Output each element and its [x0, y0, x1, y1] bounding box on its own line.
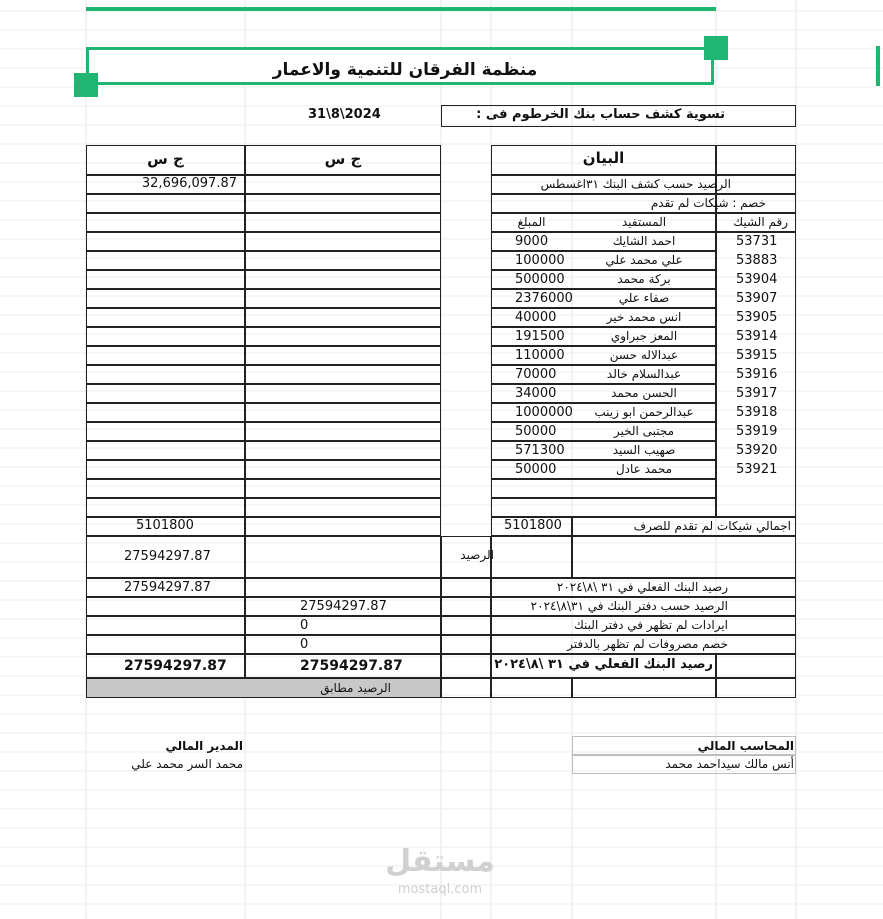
cheque-beneficiary: انس محمد خير [606, 310, 682, 324]
cheque-number: 53917 [736, 386, 778, 401]
empty-cell [491, 678, 572, 698]
cheque-amount: 191500 [515, 329, 565, 344]
cheque-beneficiary: احمد الشايك [612, 234, 676, 248]
col-header-statement: البيان [582, 149, 625, 167]
cheque-amount: 70000 [515, 367, 557, 382]
cheque-beneficiary: عبدالسلام خالد [606, 367, 682, 381]
empty-cell [572, 678, 716, 698]
bank-balance-value: 32,696,097.87 [141, 176, 237, 191]
empty-cell [716, 654, 796, 678]
total-left-value: 5101800 [136, 518, 194, 533]
cheque-amount: 110000 [515, 348, 565, 363]
empty-cell [86, 194, 245, 213]
table-row-left-cell [245, 308, 441, 327]
cheque-number: 53907 [736, 291, 778, 306]
table-row-left-cell [245, 270, 441, 289]
summary-col1-cell [245, 578, 441, 597]
watermark-url: mostaql.com [397, 882, 483, 897]
table-row-left-cell [245, 365, 441, 384]
cheque-number: 53916 [736, 367, 778, 382]
empty-cell [245, 194, 441, 213]
cheque-beneficiary: المعز جبراوي [610, 329, 678, 343]
empty-cell [86, 213, 245, 232]
table-row-left-cell [86, 327, 245, 346]
empty-cell [441, 616, 491, 635]
total-amount: 5101800 [504, 518, 562, 533]
final-label: رصيد البنك الفعلي في ٣١ \٨\٢٠٢٤ [494, 657, 713, 672]
beneficiary-header: المستفيد [621, 215, 667, 229]
summary-label: خصم مصروفات لم تظهر بالدفتر [567, 637, 728, 651]
amount-header: المبلغ [517, 215, 546, 229]
cheque-beneficiary: علي محمد علي [605, 253, 683, 267]
empty-cell [245, 536, 441, 578]
subtitle: تسوية كشف حساب بنك الخرطوم فى : [476, 107, 725, 122]
cheque-number: 53915 [736, 348, 778, 363]
report-date: 31\8\2024 [308, 107, 381, 122]
empty-cell [245, 175, 441, 194]
empty-cell [572, 536, 796, 578]
watermark-logo: مستقل [385, 844, 495, 879]
table-row-left-cell [86, 289, 245, 308]
cheque-amount: 9000 [515, 234, 549, 249]
table-row-left-cell [86, 346, 245, 365]
total-label: اجمالي شيكات لم تقدم للصرف [633, 519, 791, 533]
table-row-left-cell [245, 460, 441, 479]
empty-cell [441, 678, 491, 698]
cheque-beneficiary: عبدالاله حسن [609, 348, 679, 362]
cheque-beneficiary: صهيب السيد [612, 443, 676, 457]
summary-col2-value: 27594297.87 [124, 580, 211, 595]
empty-cell [86, 498, 245, 517]
empty-cell [716, 678, 796, 698]
cheque-number: 53914 [736, 329, 778, 344]
summary-label: ايرادات لم تظهر في دفتر البنك [573, 618, 728, 632]
table-row-left-cell [245, 327, 441, 346]
cheque-beneficiary: محمد عادل [615, 462, 673, 476]
table-row-left-cell [86, 441, 245, 460]
col-header-left-2: ج س [324, 150, 362, 168]
empty-cell [245, 213, 441, 232]
table-row-left-cell [245, 422, 441, 441]
summary-col2-cell [86, 616, 245, 635]
cheque-number: 53731 [736, 234, 778, 249]
cheque-number-header: رقم الشيك [733, 215, 788, 229]
summary-col1-value: 27594297.87 [300, 599, 387, 614]
table-row-left-cell [245, 384, 441, 403]
empty-cell [441, 597, 491, 616]
summary-label: الرصيد حسب دفتر البنك في ٣١\٨\٢٠٢٤ [530, 599, 728, 613]
manager-name: محمد السر محمد علي [131, 757, 243, 771]
cheque-number: 53920 [736, 443, 778, 458]
match-note: الرصيد مطابق [320, 681, 391, 695]
col-header-extra-cell [716, 145, 796, 175]
right-edge-accent [876, 46, 880, 86]
empty-cell [245, 517, 441, 536]
final-col1-value: 27594297.87 [300, 658, 403, 674]
cheque-amount: 50000 [515, 424, 557, 439]
cheque-number-column [716, 232, 796, 517]
table-row-left-cell [86, 308, 245, 327]
table-row-left-cell [86, 232, 245, 251]
cheque-number: 53918 [736, 405, 778, 420]
balance-value: 27594297.87 [124, 549, 211, 564]
summary-col2-cell [86, 635, 245, 654]
final-col2-value: 27594297.87 [124, 658, 227, 674]
empty-cell [441, 654, 491, 678]
cheque-amount: 100000 [515, 253, 565, 268]
cheque-amount: 1000000 [515, 405, 573, 420]
balance-label: الرصيد [460, 548, 494, 562]
empty-cell [441, 578, 491, 597]
table-row-left-cell [245, 232, 441, 251]
empty-cell [441, 635, 491, 654]
accountant-title: المحاسب المالي [697, 739, 794, 753]
empty-cell [245, 479, 441, 498]
table-row-left-cell [245, 403, 441, 422]
empty-cell [491, 479, 716, 498]
cheque-amount: 2376000 [515, 291, 573, 306]
table-row-left-cell [86, 270, 245, 289]
table-row-left-cell [245, 251, 441, 270]
table-row-left-cell [86, 422, 245, 441]
cheque-amount: 571300 [515, 443, 565, 458]
cheque-amount: 500000 [515, 272, 565, 287]
table-row-left-cell [245, 289, 441, 308]
empty-cell [491, 536, 572, 578]
col-header-left-1: ج س [147, 150, 184, 168]
title-corner-square-left [74, 73, 98, 97]
cheque-number: 53921 [736, 462, 778, 477]
cheque-beneficiary: مجتبى الخير [613, 424, 675, 438]
cheque-number: 53919 [736, 424, 778, 439]
bank-balance-label: الرصيد حسب كشف البنك ٣١اغسطس [540, 177, 731, 191]
title-corner-square-right [704, 36, 728, 60]
org-title: منظمة الفرقان للتنمية والاعمار [272, 60, 538, 80]
summary-col1-value: 0 [300, 618, 309, 633]
table-row-left-cell [86, 403, 245, 422]
table-row-left-cell [86, 460, 245, 479]
cheque-number: 53883 [736, 253, 778, 268]
cheque-amount: 50000 [515, 462, 557, 477]
cheque-beneficiary: بركة محمد [617, 272, 671, 286]
table-row-left-cell [245, 441, 441, 460]
empty-cell [245, 498, 441, 517]
empty-cell [491, 498, 716, 517]
cheque-number: 53904 [736, 272, 778, 287]
deduct-label: خصم : شيكات لم تقدم [650, 196, 766, 210]
manager-title: المدير المالي [165, 739, 243, 753]
table-row-left-cell [245, 346, 441, 365]
cheque-beneficiary: عبدالرحمن ابو زينب [594, 405, 694, 419]
table-row-left-cell [86, 384, 245, 403]
cheque-beneficiary: الحسن محمد [611, 386, 677, 400]
table-row-left-cell [86, 251, 245, 270]
summary-col2-cell [86, 597, 245, 616]
cheque-beneficiary: صفاء علي [618, 291, 670, 305]
accountant-name: أنس مالك سيداحمد محمد [665, 757, 794, 771]
summary-label: رصيد البنك الفعلي في ٣١ \٨\٢٠٢٤ [556, 580, 728, 594]
top-accent-line [86, 7, 716, 11]
table-row-left-cell [86, 365, 245, 384]
summary-col1-value: 0 [300, 637, 309, 652]
empty-cell [86, 479, 245, 498]
cheque-number: 53905 [736, 310, 778, 325]
cheque-amount: 40000 [515, 310, 557, 325]
cheque-amount: 34000 [515, 386, 557, 401]
